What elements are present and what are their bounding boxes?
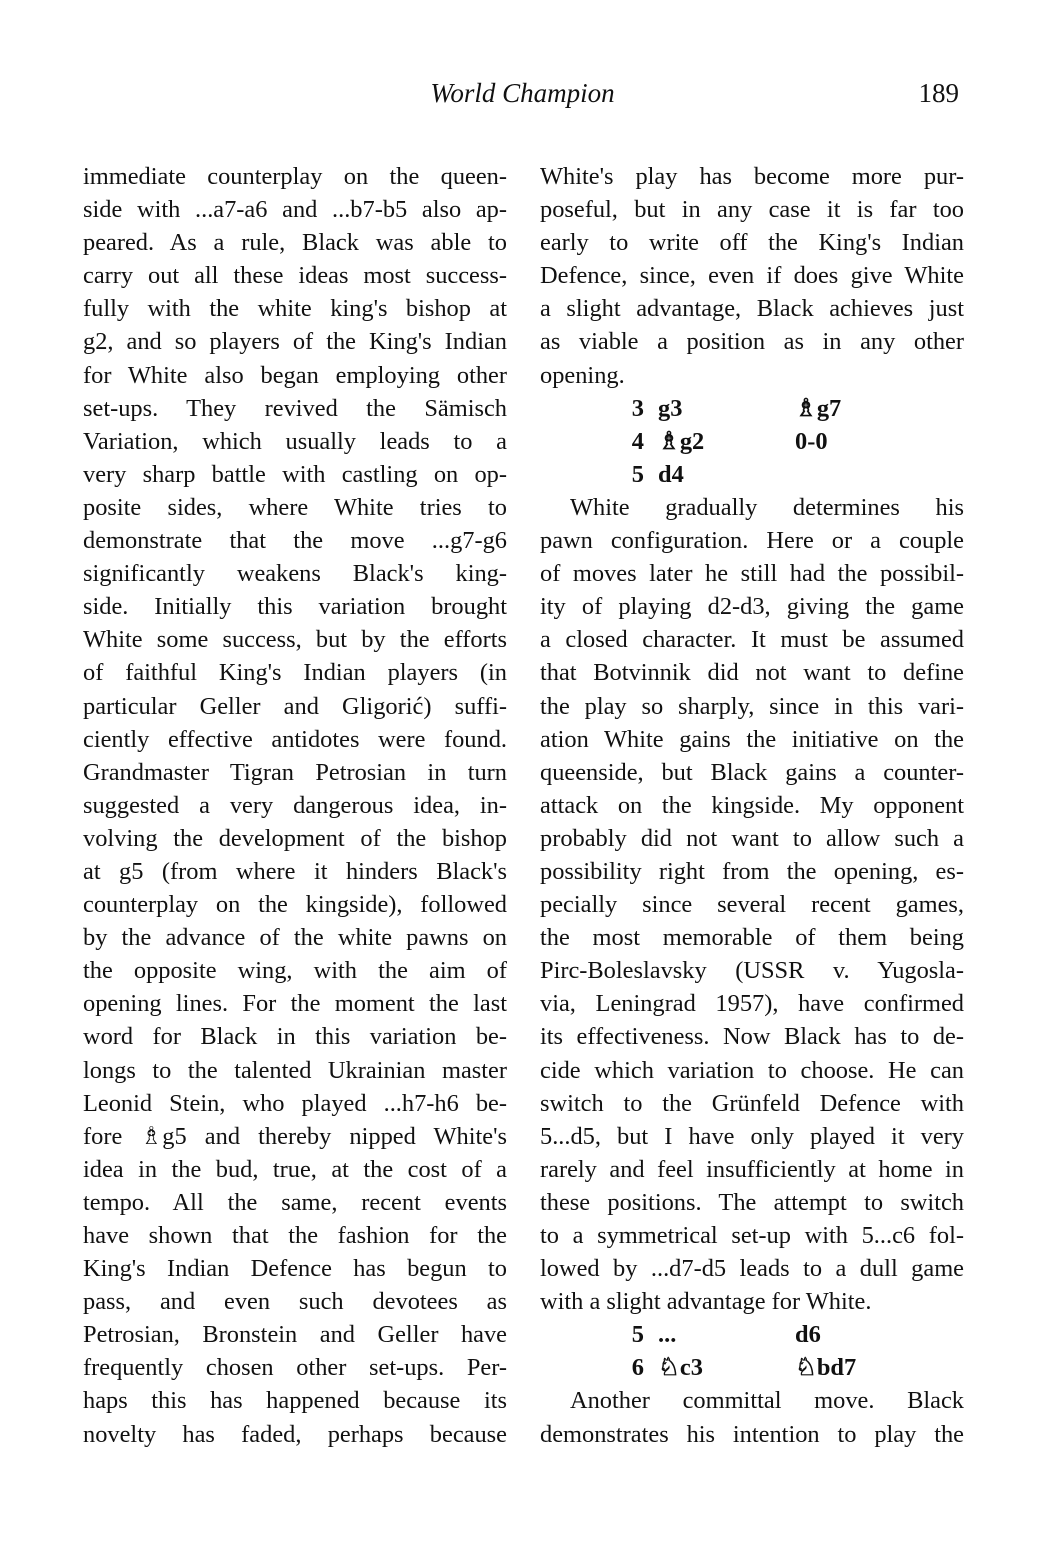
white-move: g3 — [658, 394, 683, 422]
text-line: the play so sharply, since in this vari- — [540, 692, 964, 720]
text-line: the opposite wing, with the aim of — [83, 957, 507, 985]
text-line: significantly weakens Black's king- — [83, 560, 507, 588]
text-line: a slight advantage, Black achieves just — [540, 295, 964, 323]
text-line: longs to the talented Ukrainian master — [83, 1056, 507, 1084]
text-line: Defence, since, even if does give White — [540, 262, 964, 290]
text-line: novelty has faded, perhaps because — [83, 1420, 507, 1448]
move-number: 4 — [631, 427, 644, 455]
text-line: set-ups. They revived the Sämisch — [83, 394, 507, 422]
text-line: Another committal move. Black — [570, 1387, 964, 1415]
text-line: lowed by ...d7-d5 leads to a dull game — [540, 1255, 964, 1283]
text-line: fully with the white king's bishop at — [83, 295, 507, 323]
text-line: attack on the kingside. My opponent — [540, 791, 964, 819]
text-line: haps this has happened because its — [83, 1387, 507, 1415]
text-line: particular Geller and Gligorić) suffi- — [83, 692, 507, 720]
text-line: 5...d5, but I have only played it very — [540, 1122, 964, 1150]
move-row — [540, 392, 964, 425]
text-line: of faithful King's Indian players (in — [83, 659, 507, 687]
text-line: its effectiveness. Now Black has to de- — [540, 1023, 964, 1051]
text-line: switch to the Grünfeld Defence with — [540, 1089, 964, 1117]
text-line: the most memorable of them being — [540, 924, 964, 952]
text-line: White some success, but by the efforts — [83, 626, 507, 654]
move-number: 5 — [631, 460, 644, 488]
text-line: side. Initially this variation brought — [83, 593, 507, 621]
text-line: White's play has become more pur- — [540, 163, 964, 190]
text-line: possibility right from the opening, es- — [540, 857, 964, 885]
text-line: these positions. The attempt to switch — [540, 1188, 964, 1216]
text-line: a closed character. It must be assumed — [540, 626, 964, 654]
text-line: have shown that the fashion for the — [83, 1222, 507, 1249]
text-line: very sharp battle with castling on op- — [83, 460, 507, 488]
text-line: for White also began employing other — [83, 361, 507, 389]
text-line: Grandmaster Tigran Petrosian in turn — [83, 758, 507, 786]
text-line: Pirc-Boleslavsky (USSR v. Yugosla- — [540, 957, 964, 985]
left-text-column — [83, 160, 507, 1451]
text-line: demonstrates his intention to play the — [540, 1420, 964, 1448]
text-line: demonstrate that the move ...g7-g6 — [83, 527, 507, 555]
text-line: pecially since several recent games, — [540, 891, 964, 919]
text-line: counterplay on the kingside), followed — [83, 891, 507, 919]
text-line: opening. — [540, 361, 625, 389]
text-line: pawn configuration. Here or a couple — [540, 527, 964, 555]
text-line: fore ♗g5 and thereby nipped White's — [83, 1122, 507, 1150]
move-row — [540, 1351, 964, 1384]
text-line: opening lines. For the moment the last — [83, 990, 507, 1018]
text-line: rarely and feel insufficiently at home in — [540, 1155, 964, 1183]
text-line: White gradually determines his — [570, 493, 964, 521]
move-number: 6 — [631, 1354, 644, 1382]
text-line: queenside, but Black gains a counter- — [540, 758, 964, 786]
running-header-title: World Champion — [430, 78, 615, 108]
text-line: frequently chosen other set-ups. Per- — [83, 1354, 507, 1382]
white-move: ... — [658, 1321, 677, 1349]
text-line: pass, and even such devotees as — [83, 1288, 507, 1316]
text-line: suggested a very dangerous idea, in- — [83, 791, 507, 819]
black-move: ♗g7 — [795, 394, 842, 422]
text-line: word for Black in this variation be- — [83, 1023, 507, 1051]
white-move: ♗g2 — [658, 427, 705, 455]
text-line: at g5 (from where it hinders Black's — [83, 857, 507, 885]
page-number: 189 — [918, 78, 959, 108]
text-line: early to write off the King's Indian — [540, 229, 964, 257]
text-line: probably did not want to allow such a — [540, 824, 964, 852]
text-line: ity of playing d2-d3, giving the game — [540, 593, 964, 621]
text-line: that Botvinnik did not want to define — [540, 659, 964, 687]
text-line: via, Leningrad 1957), have confirmed — [540, 990, 964, 1018]
move-row — [540, 1318, 964, 1351]
text-line: idea in the bud, true, at the cost of a — [83, 1155, 507, 1183]
text-line: with a slight advantage for White. — [540, 1288, 872, 1316]
text-line: g2, and so players of the King's Indian — [83, 328, 507, 356]
text-line: carry out all these ideas most success- — [83, 262, 507, 290]
text-line: side with ...a7-a6 and ...b7-b5 also ap- — [83, 196, 507, 224]
text-line: to a symmetrical set-up with 5...c6 fol- — [540, 1222, 964, 1249]
move-row — [540, 458, 964, 491]
move-number: 3 — [631, 394, 644, 422]
text-line: as viable a position as in any other — [540, 328, 964, 356]
text-line: Leonid Stein, who played ...h7-h6 be- — [83, 1089, 507, 1117]
text-line: posite sides, where White tries to — [83, 493, 507, 521]
text-line: poseful, but in any case it is far too — [540, 196, 964, 224]
white-move: ♘c3 — [658, 1354, 703, 1382]
text-line: of moves later he still had the possibil- — [540, 560, 964, 588]
text-line: Petrosian, Bronstein and Geller have — [83, 1321, 507, 1349]
text-line: cide which variation to choose. He can — [540, 1056, 964, 1084]
text-line: ation White gains the initiative on the — [540, 725, 964, 753]
move-row — [540, 425, 964, 458]
black-move: 0-0 — [795, 427, 828, 455]
text-line: King's Indian Defence has begun to — [83, 1255, 507, 1283]
move-number: 5 — [631, 1321, 644, 1349]
white-move: d4 — [658, 460, 684, 488]
text-line: peared. As a rule, Black was able to — [83, 229, 507, 257]
text-line: by the advance of the white pawns on — [83, 924, 507, 952]
text-line: tempo. All the same, recent events — [83, 1188, 507, 1216]
text-line: ciently effective antidotes were found. — [83, 725, 507, 753]
right-text-column — [540, 160, 964, 1451]
black-move: d6 — [795, 1321, 821, 1349]
text-line: volving the development of the bishop — [83, 824, 507, 852]
text-line: Variation, which usually leads to a — [83, 427, 507, 455]
text-line: immediate counterplay on the queen- — [83, 163, 507, 190]
black-move: ♘bd7 — [795, 1354, 857, 1382]
